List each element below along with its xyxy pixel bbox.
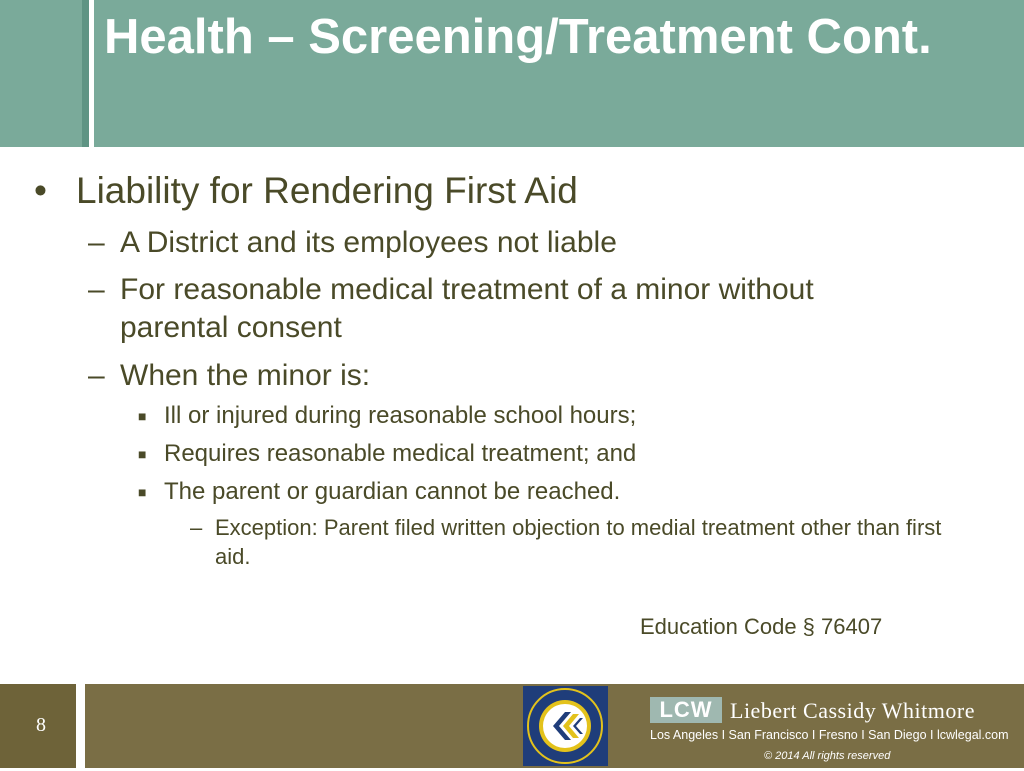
item-requires-treatment: Requires reasonable medical treatment; and <box>164 440 637 467</box>
square-bullet-icon: ■ <box>138 446 147 462</box>
bullet-marker: • <box>34 170 47 211</box>
dash-marker: – <box>190 515 203 540</box>
slide-title: Health – Screening/Treatment Cont. <box>104 10 932 64</box>
subbullet-when-minor: When the minor is: <box>120 359 371 392</box>
title-accent-divider <box>89 0 94 147</box>
subbullet-not-liable: A District and its employees not liable <box>120 226 617 259</box>
item-parent-unreachable: The parent or guardian cannot be reached. <box>164 478 621 505</box>
title-accent-stripe <box>82 0 89 147</box>
firm-cities: Los Angeles I San Francisco I Fresno I San Diego I lcwlegal.com <box>650 728 1009 742</box>
firm-name: Liebert Cassidy Whitmore <box>730 698 975 723</box>
square-bullet-icon: ■ <box>138 484 147 500</box>
college-seal-icon <box>523 686 608 766</box>
dash-marker: – <box>88 226 105 259</box>
item-ill-or-injured: Ill or injured during reasonable school hours; <box>164 402 637 429</box>
bullet-liability: Liability for Rendering First Aid <box>76 170 578 211</box>
footer-accent-divider <box>76 684 85 768</box>
square-bullet-icon: ■ <box>138 408 147 424</box>
citation: Education Code § 76407 <box>640 614 883 639</box>
lcw-logo: LCW <box>650 697 722 723</box>
dash-marker: – <box>88 359 105 392</box>
subbullet-reasonable-treatment: For reasonable medical treatment of a minor without parental consent <box>120 273 814 344</box>
page-number: 8 <box>36 714 46 736</box>
dash-marker: – <box>88 273 105 306</box>
copyright: © 2014 All rights reserved <box>764 750 891 762</box>
item-exception: Exception: Parent filed written objection to medial treatment other than first aid. <box>215 515 942 569</box>
